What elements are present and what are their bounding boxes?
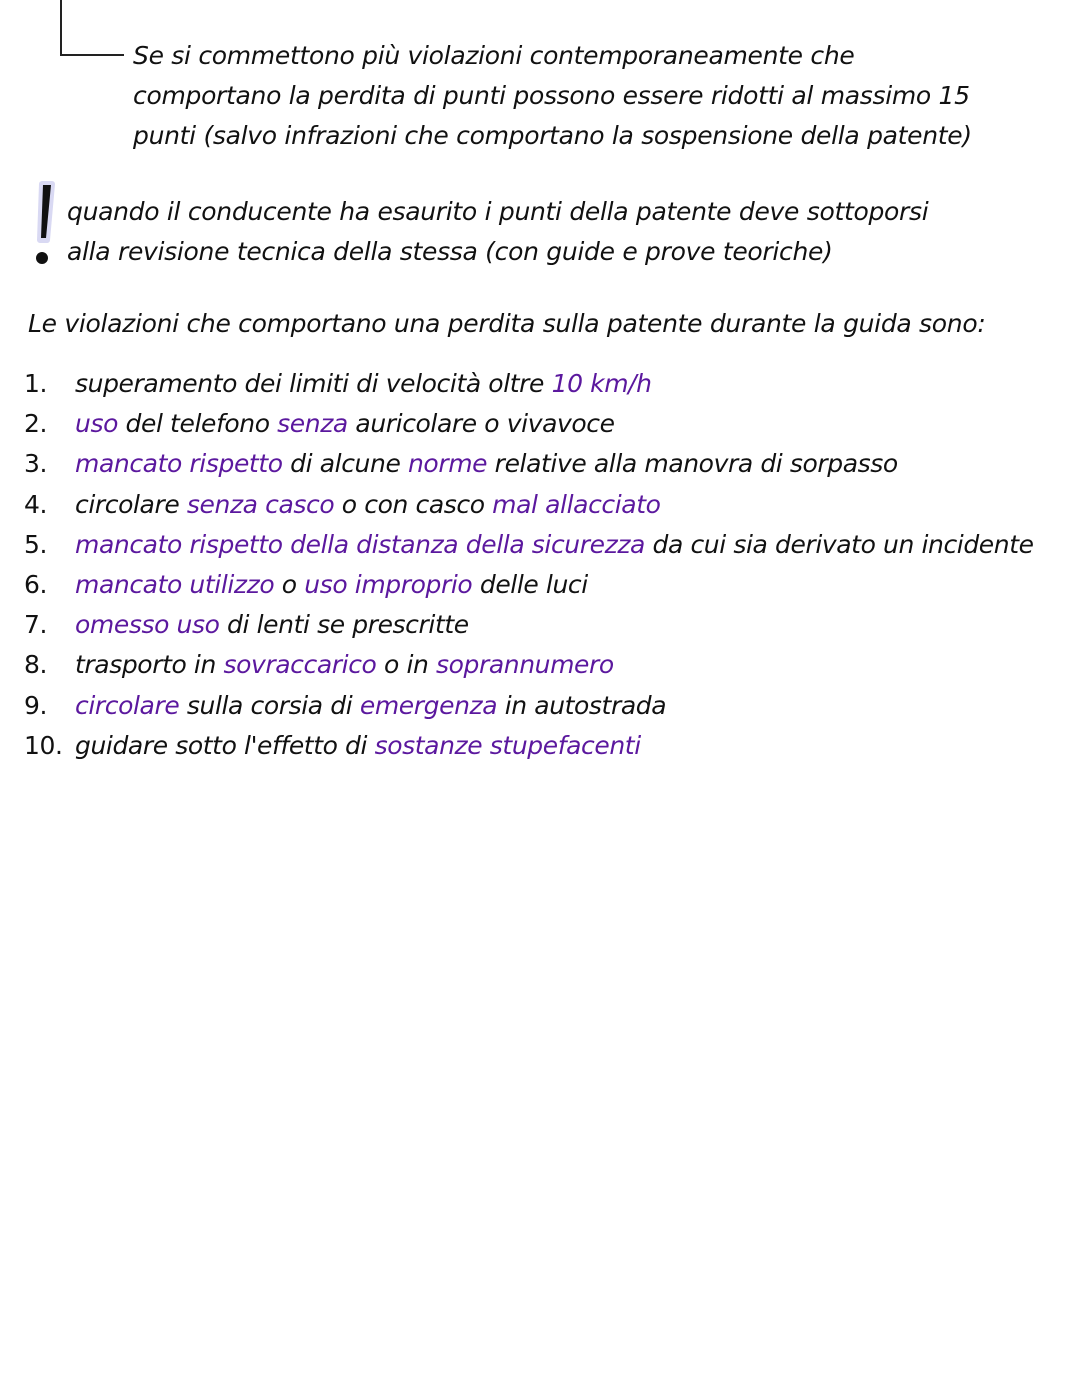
text-segment: o con casco xyxy=(334,489,493,519)
list-item xyxy=(24,605,1034,645)
list-item-text xyxy=(75,485,661,525)
list-item xyxy=(24,645,1034,685)
highlighted-term: mancato rispetto xyxy=(75,449,283,479)
list-item-text xyxy=(75,565,588,605)
note-line: Se si commettono più violazioni contemporaneamente che xyxy=(133,41,855,70)
list-number: 9. xyxy=(24,690,48,720)
highlighted-term: mal allacciato xyxy=(492,489,661,519)
list-item xyxy=(24,404,1034,444)
highlighted-term: soprannumero xyxy=(435,650,614,680)
highlighted-term: sostanze stupefacenti xyxy=(374,730,641,760)
highlighted-term: senza casco xyxy=(186,489,335,519)
list-item-text xyxy=(75,726,641,766)
text-segment: in autostrada xyxy=(497,690,667,720)
list-item-text xyxy=(75,444,898,484)
note-line: comportano la perdita di punti possono essere ridotti al massimo 15 xyxy=(133,81,970,110)
highlighted-term: sovraccarico xyxy=(223,650,377,680)
list-item xyxy=(24,525,1034,565)
multiple-violations-note xyxy=(133,36,972,156)
list-number: 7. xyxy=(24,610,48,640)
text-segment: circolare xyxy=(75,489,187,519)
text-segment: di lenti se prescritte xyxy=(219,610,469,640)
text-segment: delle luci xyxy=(472,569,588,599)
highlighted-term: emergenza xyxy=(359,690,498,720)
violations-intro: Le violazioni che comportano una perdita sulla patente durante la guida sono: xyxy=(28,309,986,338)
list-item xyxy=(24,444,1034,484)
text-segment: guidare sotto l'effetto di xyxy=(75,730,375,760)
list-number: 3. xyxy=(24,449,48,479)
list-item xyxy=(24,565,1034,605)
connector-bracket-line xyxy=(60,0,124,56)
highlighted-term: 10 km/h xyxy=(551,369,652,398)
note-line: punti (salvo infrazioni che comportano la sospensione della patente) xyxy=(133,121,972,150)
highlighted-term: uso xyxy=(75,409,118,439)
highlighted-term: circolare xyxy=(75,690,180,720)
text-segment: relative alla manovra di sorpasso xyxy=(487,449,898,479)
list-item xyxy=(24,726,1034,766)
text-segment: di alcune xyxy=(282,449,408,479)
list-number: 10. xyxy=(24,730,63,760)
highlighted-term: mancato rispetto della distanza della sicurezza xyxy=(75,529,645,559)
highlighted-term: mancato utilizzo xyxy=(75,569,275,599)
text-segment: trasporto in xyxy=(75,650,224,680)
list-item-text xyxy=(75,605,469,645)
warning-line: quando il conducente ha esaurito i punti della patente deve sottoporsi xyxy=(67,197,929,226)
list-item xyxy=(24,364,1034,404)
text-segment: superamento dei limiti di velocità oltre xyxy=(75,369,552,398)
list-item-text xyxy=(75,525,1034,565)
exclamation-icon xyxy=(30,178,60,270)
list-number: 1. xyxy=(24,369,48,398)
highlighted-term: norme xyxy=(407,449,488,479)
text-segment: del telefono xyxy=(117,409,278,439)
list-number: 4. xyxy=(24,489,48,519)
list-item-text xyxy=(75,645,614,685)
text-segment: o in xyxy=(376,650,436,680)
text-segment: sulla corsia di xyxy=(179,690,360,720)
list-number: 2. xyxy=(24,409,48,439)
list-item-text xyxy=(75,364,652,404)
list-number: 6. xyxy=(24,565,75,605)
highlighted-term: senza xyxy=(277,409,348,439)
list-number: 8. xyxy=(24,650,48,680)
list-number: 5. xyxy=(24,529,48,559)
highlighted-term: omesso uso xyxy=(75,610,220,640)
text-segment: o xyxy=(274,569,305,599)
list-item xyxy=(24,686,1034,726)
text-segment: auricolare o vivavoce xyxy=(347,409,615,439)
text-segment: da cui sia derivato un incidente xyxy=(644,529,1034,559)
list-item xyxy=(24,485,1034,525)
list-item-text xyxy=(75,404,615,444)
highlighted-term: uso improprio xyxy=(304,569,473,599)
points-exhausted-warning xyxy=(67,192,928,272)
violations-list xyxy=(24,364,1034,766)
list-item-text xyxy=(75,686,666,726)
warning-line: alla revisione tecnica della stessa (con guide e prove teoriche) xyxy=(67,237,833,266)
